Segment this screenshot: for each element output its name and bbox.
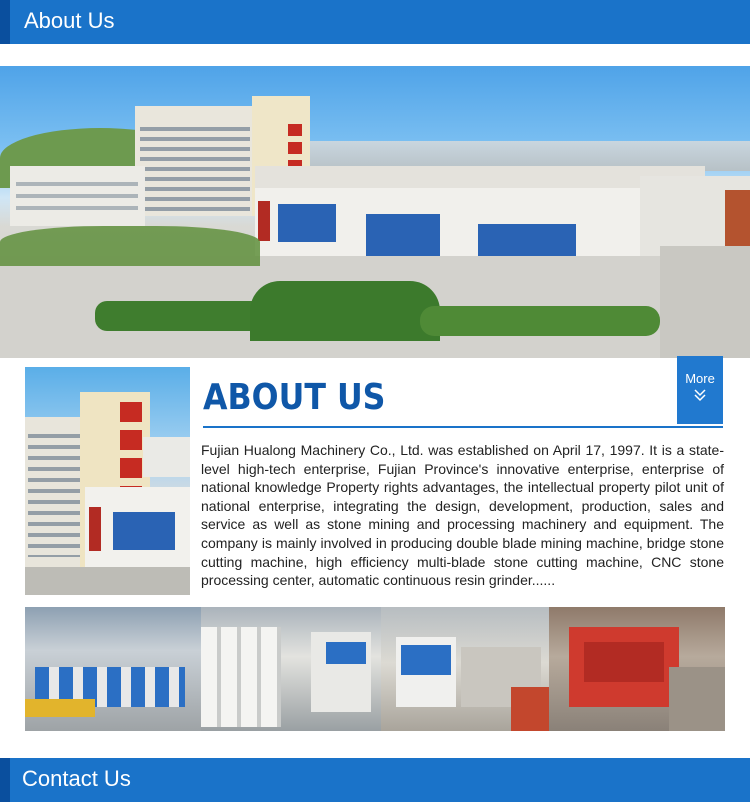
more-button-label: More [685,371,715,386]
footer-title: Contact Us [22,766,131,791]
workshop-photo-strip [25,607,725,731]
heading-divider [203,426,723,428]
more-button[interactable] [677,356,723,424]
contact-us-header-bar [0,758,750,802]
header-title: About Us [24,8,115,33]
about-us-header-bar [0,0,750,44]
factory-hero-image [0,66,750,358]
about-us-heading: ABOUT US [203,377,386,418]
workshop-photo-3 [381,607,549,731]
footer-accent [0,758,10,802]
workshop-photo-2 [201,607,381,731]
company-building-image [25,367,190,595]
double-chevron-down-icon [677,388,723,404]
header-accent [0,0,10,44]
company-description: Fujian Hualong Machinery Co., Ltd. was established on April 17, 1997. It is a state-level high-tech enterprise, Fujian Province's innovative enterprise, enterprise of national knowledge Property rights advantages, the intellectual property pilot unit of national enterprise, integrating the design, development, production, sales and service as well as stone mining and processing machinery and equipment. The company is mainly involved in producing double blade mining machine, bridge stone cutting machine, high efficiency multi-blade stone cutting machine, CNC stone processing center, automatic continuous resin grinder...... [201,442,724,589]
workshop-photo-4 [549,607,725,731]
workshop-photo-1 [25,607,201,731]
